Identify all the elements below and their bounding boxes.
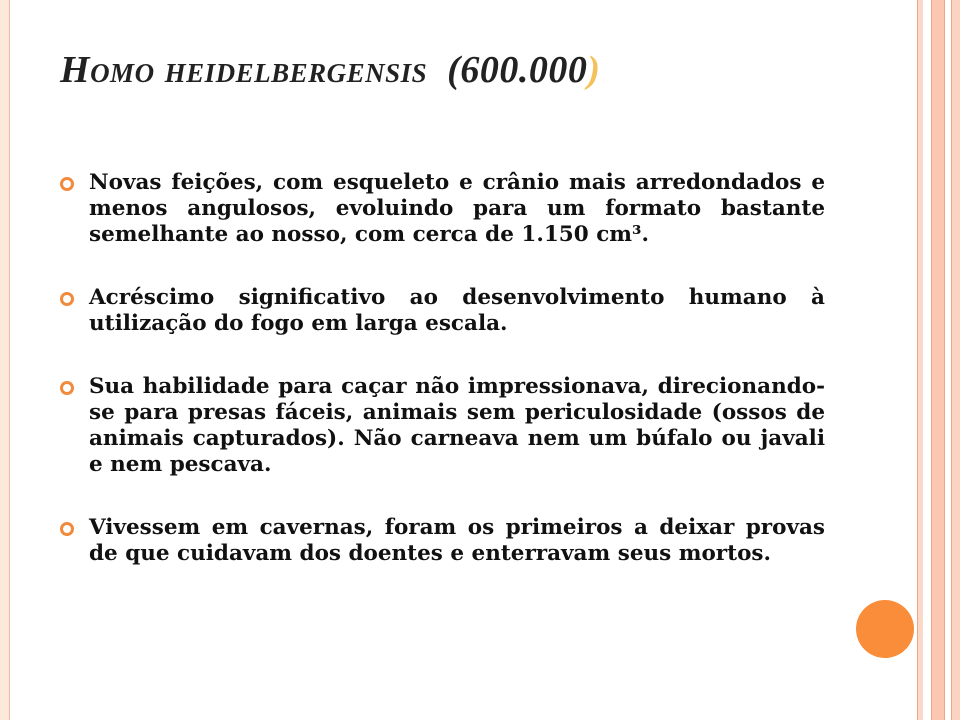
slide-title <box>60 48 900 92</box>
bullet-ring-icon <box>60 381 74 395</box>
title-paren-close: ) <box>587 49 601 91</box>
title-years: 600.000 <box>460 49 588 91</box>
bullet-list <box>60 170 825 604</box>
slide-frame-right <box>917 0 960 720</box>
bullet-item <box>60 515 825 567</box>
bullet-ring-icon <box>60 522 74 536</box>
bullet-text: Sua habilidade para caçar não impressionava, direcionando-se para presas fáceis, animais sem periculosidade (ossos de animais capturados). Não carneava nem um búfalo ou javali e nem pescava. <box>89 374 825 477</box>
bullet-item <box>60 285 825 337</box>
title-paren-open: ( <box>447 49 461 91</box>
bullet-ring-icon <box>60 292 74 306</box>
decorative-circle <box>856 600 914 658</box>
title-initial: H <box>60 49 91 91</box>
bullet-ring-icon <box>60 177 74 191</box>
bullet-item <box>60 170 825 248</box>
title-rest: omo heidelbergensis <box>90 49 428 91</box>
bullet-text: Novas feições, com esqueleto e crânio mais arredondados e menos angulosos, evoluindo para um formato bastante semelhante ao nosso, com cerca de 1.150 cm³. <box>89 170 825 247</box>
bullet-text: Vivessem em cavernas, foram os primeiros a deixar provas de que cuidavam dos doentes e enterravam seus mortos. <box>89 515 825 566</box>
slide-frame-left <box>0 0 10 720</box>
bullet-text: Acréscimo significativo ao desenvolvimento humano à utilização do fogo em larga escala. <box>89 285 825 336</box>
bullet-item <box>60 374 825 478</box>
